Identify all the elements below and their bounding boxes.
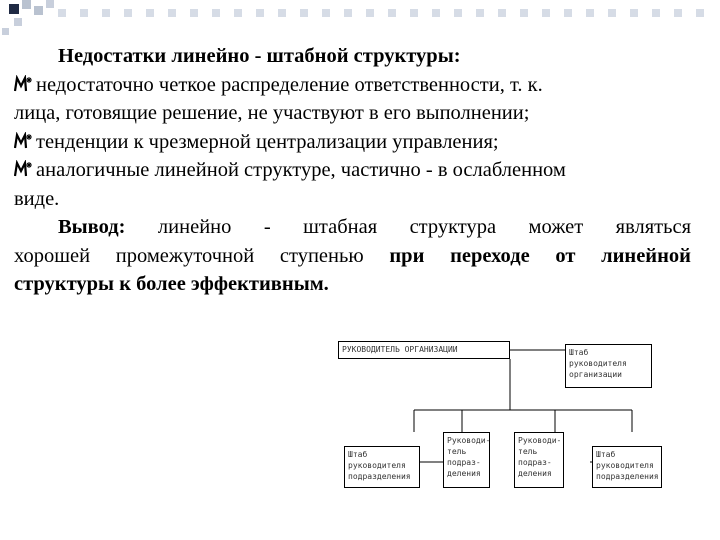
right-staff-box: Штаб руководителя подразделения (592, 446, 662, 488)
bullet-text: недостаточно четкое распределение ответственности, т. к. (36, 73, 543, 96)
conclusion-line-2: хорошей промежуточной ступенью при переходе от линейной (14, 244, 691, 267)
head-staff-box: Штаб руководителя организации (565, 344, 652, 388)
left-staff-box: Штаб руководителя подразделения (344, 446, 420, 488)
decorative-squares (0, 0, 720, 40)
bullet-text: тенденции к чрезмерной централизации управления; (36, 130, 499, 153)
slide-title: Недостатки линейно - штабной структуры: (58, 45, 461, 67)
bullet-text-cont: виде. (14, 187, 60, 210)
unit-right-box: Руководи- тель подраз- деления (514, 432, 564, 488)
conclusion-line-3: структуры к более эффективным. (14, 273, 329, 295)
head-box: РУКОВОДИТЕЛЬ ОРГАНИЗАЦИИ (338, 341, 510, 359)
bullet-item (14, 71, 691, 100)
slide-body (14, 42, 691, 299)
unit-left-box: Руководи- тель подраз- деления (443, 432, 490, 488)
bullet-icon (14, 128, 36, 157)
bullet-text-cont: лица, готовящие решение, не участвуют в его выполнении; (14, 102, 530, 124)
bullet-text: аналогичные линейной структуре, частично - в ослабленном (36, 159, 566, 181)
bullet-item (14, 156, 691, 185)
org-chart (330, 332, 670, 532)
bullet-icon (14, 156, 36, 185)
conclusion-line-1: Вывод: линейно - штабная структура может являться (58, 216, 691, 238)
conclusion-label: Вывод: (58, 216, 126, 238)
bullet-item (14, 128, 691, 157)
bullet-icon (14, 71, 36, 100)
